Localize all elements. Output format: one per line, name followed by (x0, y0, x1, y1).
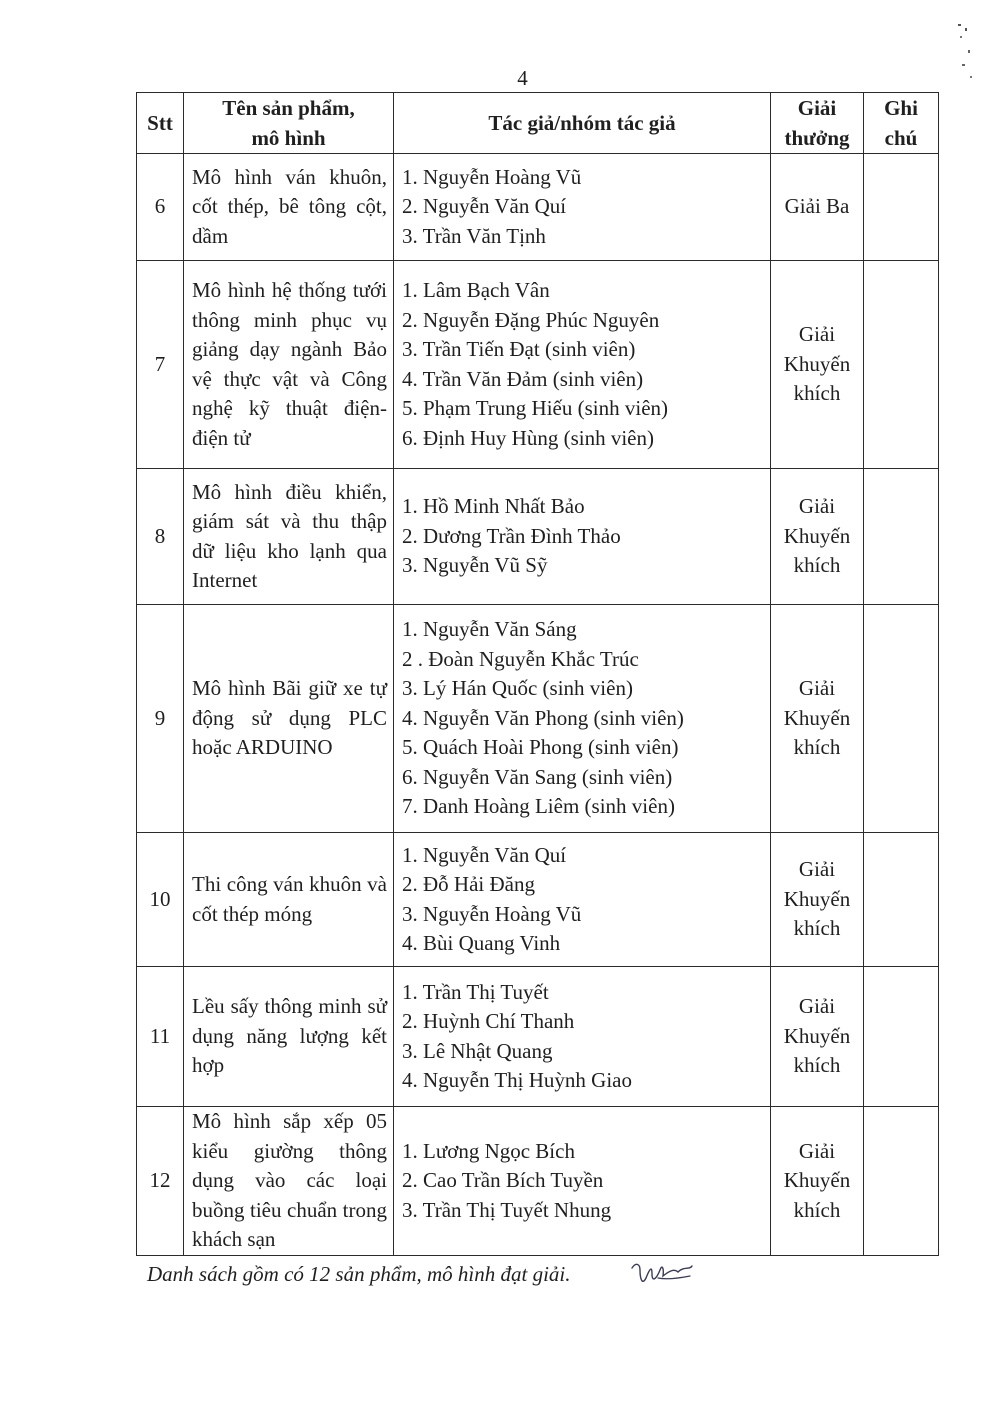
author-entry: 3. Trần Tiến Đạt (sinh viên) (402, 337, 636, 361)
row-authors (394, 967, 771, 1107)
row-stt: 12 (137, 1107, 184, 1256)
page-number: 4 (517, 66, 528, 90)
header-prize-line2: thưởng (784, 126, 850, 150)
header-authors: Tác giả/nhóm tác giả (394, 93, 771, 154)
row-product-name (184, 154, 394, 261)
scan-margin-marks (956, 20, 976, 90)
row-stt: 10 (137, 833, 184, 967)
author-entry: 2. Nguyễn Đặng Phúc Nguyên (402, 307, 660, 332)
author-entry: 3. Nguyễn Hoàng Vũ (402, 901, 582, 926)
row-authors (394, 605, 771, 833)
awards-table (136, 92, 939, 1256)
table-row (137, 261, 939, 469)
row-product-name (184, 1107, 394, 1256)
product-name-text: Mô hình hệ thống tưới thông minh phục vụ giảng dạy ngành Bảo vệ thực vật và Công nghệ kỹ thuật điện-điện tử (192, 278, 387, 450)
row-stt: 7 (137, 261, 184, 469)
prize-text: Khuyến (783, 351, 851, 376)
author-entry: 1. Trần Thị Tuyết (402, 979, 549, 1004)
row-product-name (184, 469, 394, 605)
table-header-row (137, 93, 939, 154)
prize-text: Giải (798, 494, 836, 519)
row-prize (771, 469, 864, 605)
author-entry: 4. Bùi Quang Vinh (402, 931, 561, 955)
product-name-text: Mô hình sắp xếp 05 kiểu giường thông dụng vào các loại buồng tiêu chuẩn trong khách sạn (192, 1109, 387, 1251)
row-authors (394, 469, 771, 605)
row-note (864, 469, 939, 605)
header-note (864, 93, 939, 154)
product-name-text: Mô hình Bãi giữ xe tự động sử dụng PLC hoặc ARDUINO (192, 676, 387, 760)
author-entry: 5. Quách Hoài Phong (sinh viên) (402, 735, 679, 760)
prize-text: Giải (798, 322, 836, 347)
row-stt: 9 (137, 605, 184, 833)
prize-text: khích (793, 1197, 841, 1222)
header-prize (771, 93, 864, 154)
table-row (137, 967, 939, 1107)
author-entry: 2. Huỳnh Chí Thanh (402, 1009, 575, 1033)
author-entry: 2 . Đoàn Nguyễn Khắc Trúc (402, 646, 639, 671)
author-entry: 6. Định Huy Hùng (sinh viên) (402, 425, 654, 450)
row-prize (771, 605, 864, 833)
product-name-text: Mô hình điều khiển, giám sát và thu thập dữ liệu kho lạnh qua Internet (192, 479, 387, 592)
row-authors (394, 261, 771, 469)
table-row (137, 833, 939, 967)
author-entry: 1. Lâm Bạch Vân (402, 278, 550, 302)
author-entry: 1. Hồ Minh Nhất Bảo (402, 494, 585, 519)
table-body (137, 154, 939, 1256)
row-stt: 8 (137, 469, 184, 605)
product-name-text: Thi công ván khuôn và cốt thép móng (192, 872, 387, 926)
row-stt: 11 (137, 967, 184, 1107)
row-product-name (184, 967, 394, 1107)
row-authors (394, 154, 771, 261)
prize-text: khích (793, 1053, 841, 1078)
prize-text: Khuyến (783, 1023, 851, 1048)
row-prize (771, 261, 864, 469)
author-entry: 1. Nguyễn Văn Sáng (402, 617, 577, 642)
row-prize (771, 967, 864, 1107)
row-prize (771, 1107, 864, 1256)
author-entry: 3. Trần Thị Tuyết Nhung (402, 1197, 612, 1222)
author-entry: 3. Lý Hán Quốc (sinh viên) (402, 676, 633, 701)
author-entry: 2. Đỗ Hải Đăng (402, 872, 535, 896)
prize-text: Khuyến (783, 523, 851, 548)
author-entry: 1. Nguyễn Văn Quí (402, 842, 567, 867)
prize-text: Khuyến (783, 1168, 851, 1192)
table-row (137, 154, 939, 261)
awards-table-container (136, 92, 938, 1256)
row-stt: 6 (137, 154, 184, 261)
author-entry: 4. Trần Văn Đảm (sinh viên) (402, 366, 644, 391)
row-product-name (184, 261, 394, 469)
header-note-line1: Ghi (884, 96, 918, 120)
author-entry: 3. Nguyễn Vũ Sỹ (402, 553, 548, 578)
author-entry: 3. Lê Nhật Quang (402, 1038, 553, 1063)
prize-text: Giải (798, 857, 836, 882)
author-entry: 2. Dương Trần Đình Thảo (402, 523, 621, 548)
header-note-line2: chú (884, 126, 918, 150)
prize-text: Giải Ba (784, 194, 850, 219)
author-entry: 2. Cao Trần Bích Tuyền (402, 1168, 604, 1192)
author-entry: 4. Nguyễn Thị Huỳnh Giao (402, 1068, 633, 1092)
header-prize-line1: Giải (797, 96, 837, 120)
row-prize (771, 833, 864, 967)
footnote: Danh sách gồm có 12 sản phẩm, mô hình đạt giải. (147, 1262, 571, 1286)
row-note (864, 605, 939, 833)
prize-text: Khuyến (783, 886, 851, 911)
prize-text: Giải (798, 994, 836, 1019)
row-product-name (184, 833, 394, 967)
handwritten-signature (628, 1256, 698, 1292)
prize-text: khích (793, 916, 841, 941)
table-row (137, 1107, 939, 1256)
author-entry: 5. Phạm Trung Hiếu (sinh viên) (402, 396, 669, 420)
author-entry: 2. Nguyễn Văn Quí (402, 194, 567, 219)
row-note (864, 1107, 939, 1256)
row-prize (771, 154, 864, 261)
header-product-name (184, 93, 394, 154)
header-stt: Stt (137, 93, 184, 154)
header-product-name-line2: mô hình (251, 126, 326, 150)
row-authors (394, 833, 771, 967)
row-product-name (184, 605, 394, 833)
author-entry: 7. Danh Hoàng Liêm (sinh viên) (402, 794, 675, 819)
header-product-name-line1: Tên sản phẩm, (222, 96, 355, 120)
prize-text: khích (793, 735, 841, 760)
prize-text: khích (793, 381, 841, 406)
product-name-text: Lều sấy thông minh sử dụng năng lượng kết hợp (192, 994, 387, 1078)
row-note (864, 833, 939, 967)
prize-text: Giải (798, 676, 836, 701)
product-name-text: Mô hình ván khuôn, cốt thép, bê tông cột, dầm (192, 164, 387, 248)
prize-text: Khuyến (783, 705, 851, 730)
row-note (864, 261, 939, 469)
prize-text: khích (793, 553, 841, 578)
author-entry: 3. Trần Văn Tịnh (402, 223, 546, 248)
row-authors (394, 1107, 771, 1256)
table-row (137, 605, 939, 833)
prize-text: Giải (798, 1138, 836, 1163)
author-entry: 4. Nguyễn Văn Phong (sinh viên) (402, 705, 684, 730)
author-entry: 6. Nguyễn Văn Sang (sinh viên) (402, 764, 673, 789)
row-note (864, 154, 939, 261)
author-entry: 1. Nguyễn Hoàng Vũ (402, 164, 582, 189)
author-entry: 1. Lương Ngọc Bích (402, 1138, 575, 1163)
table-row (137, 469, 939, 605)
row-note (864, 967, 939, 1107)
